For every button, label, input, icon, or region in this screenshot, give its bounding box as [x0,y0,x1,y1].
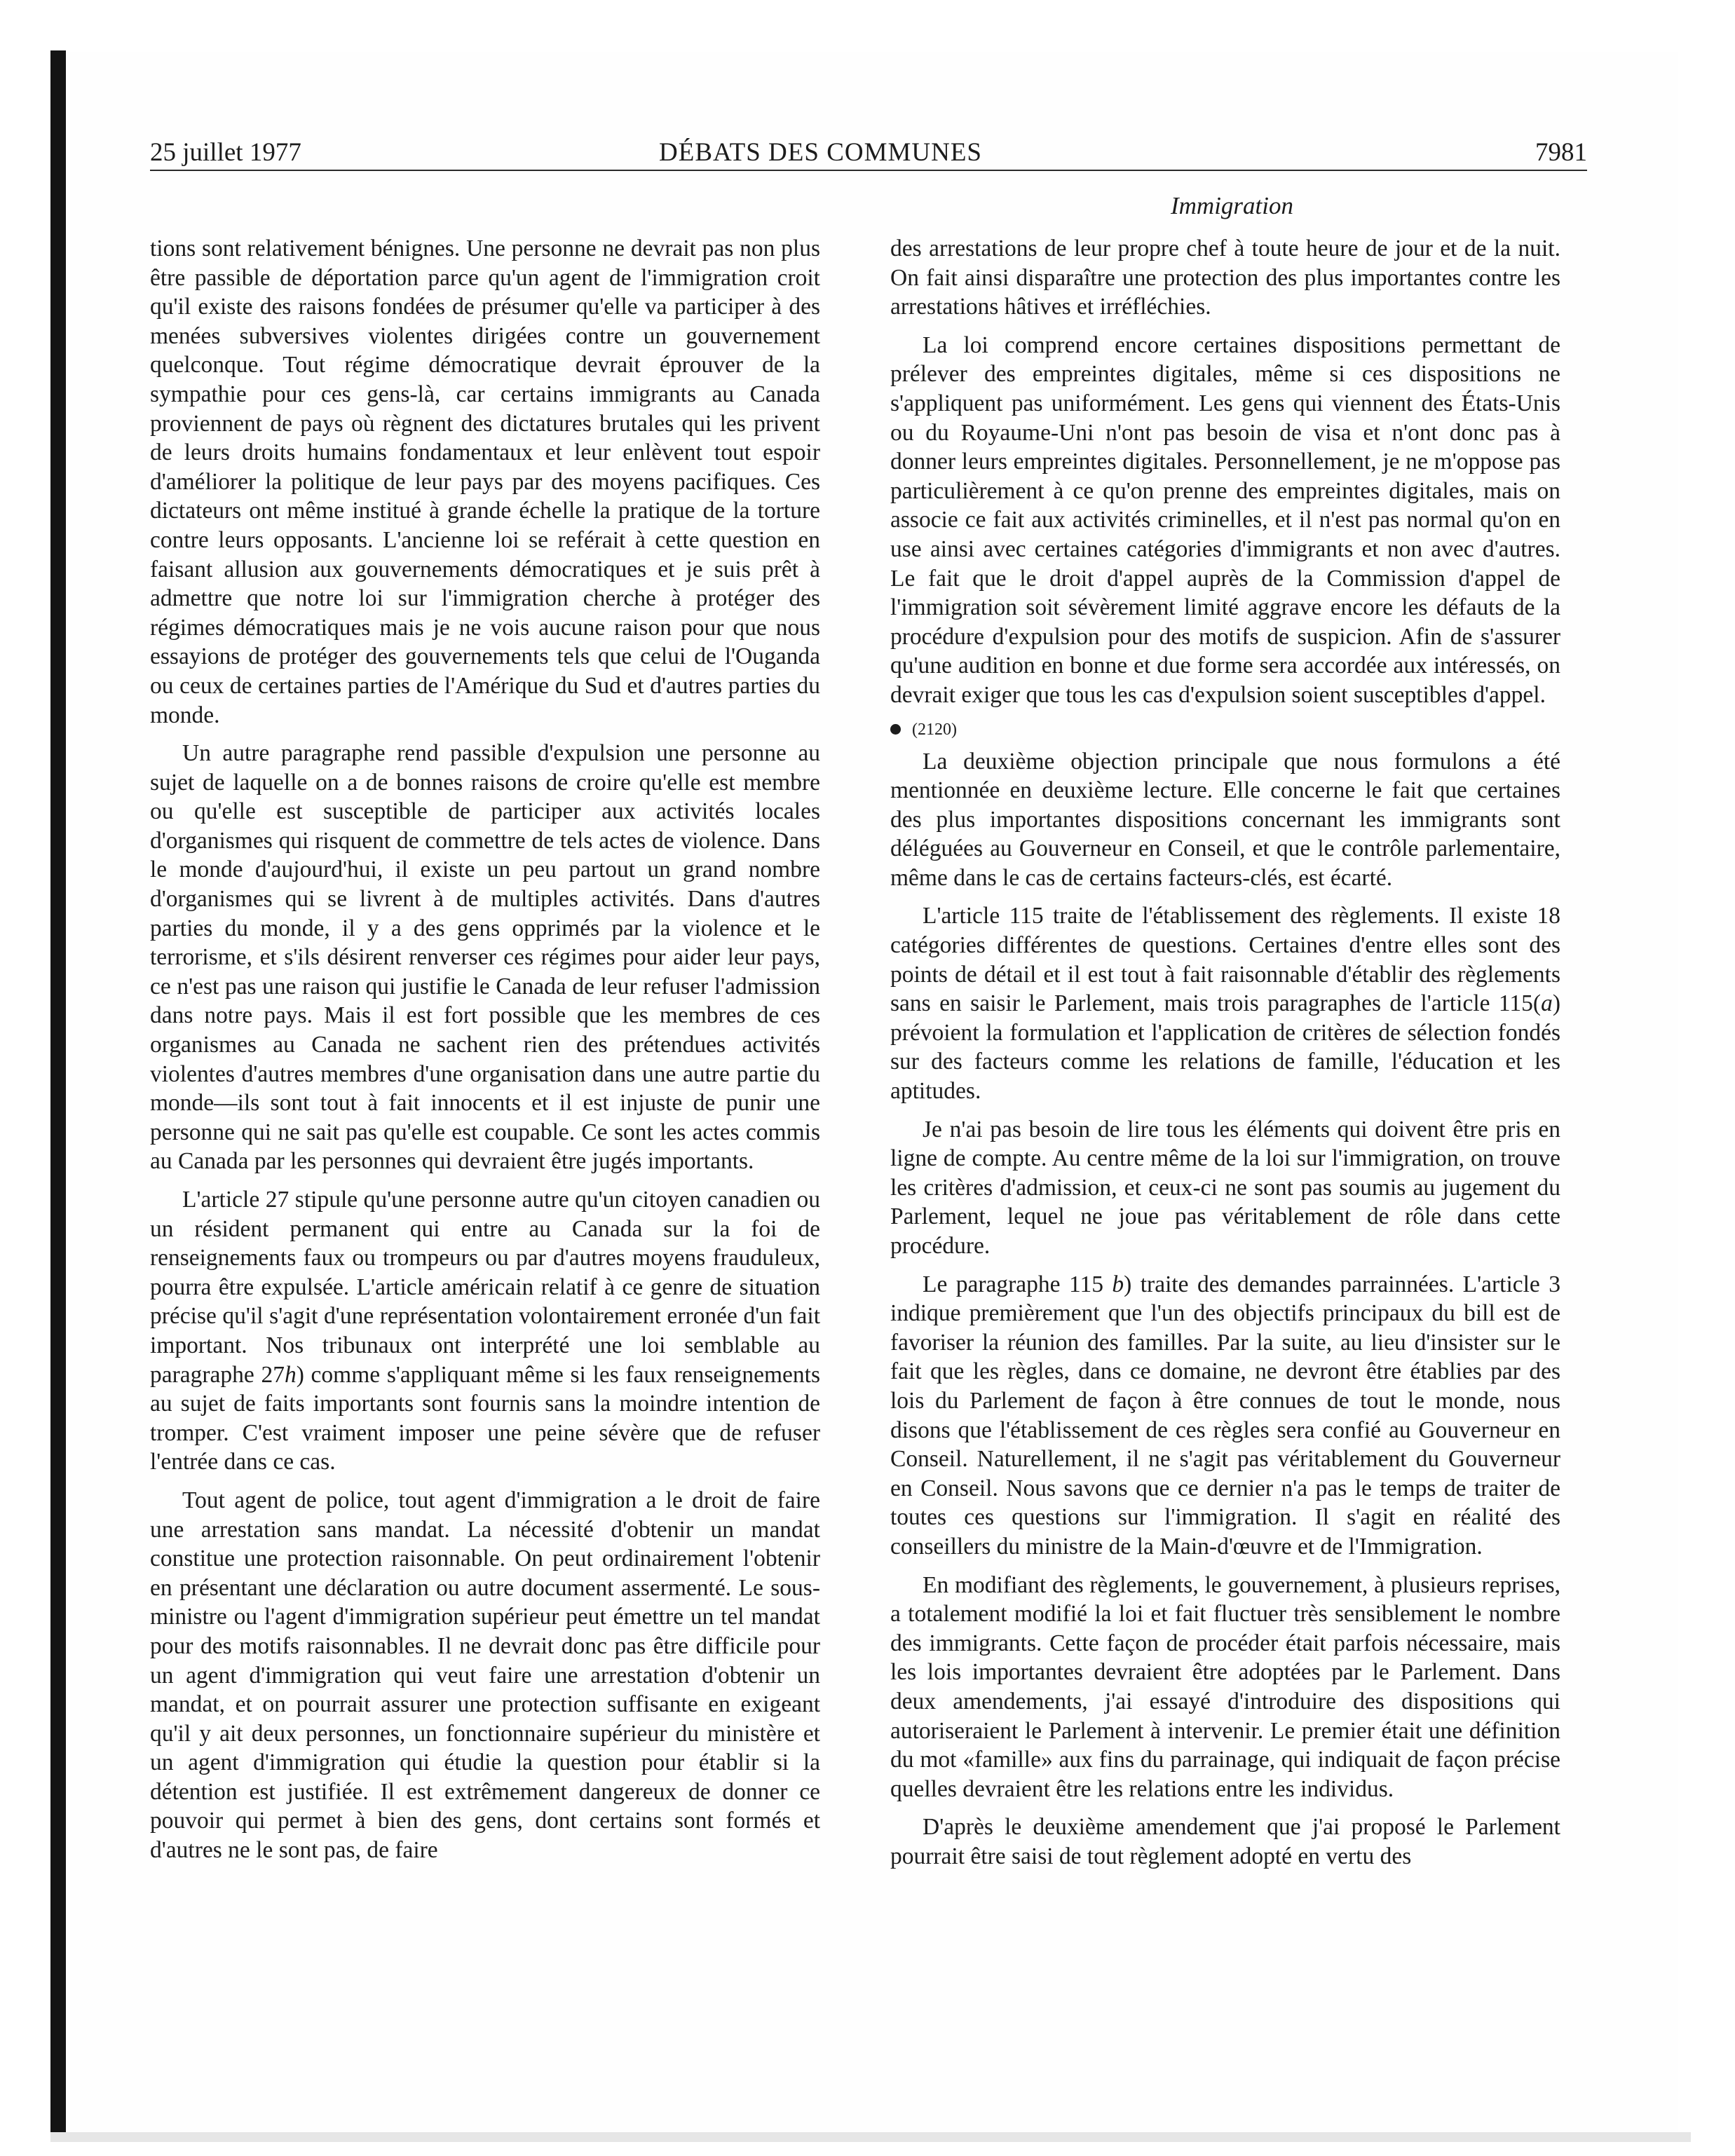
bullet-dot-icon [890,724,901,735]
right-column [890,234,1560,1880]
paragraph: La deuxième objection principale que nous formulons a été mentionnée en deuxième lecture. Elle concerne le fait que certaines des plus importantes dispositions concernant les immigrants sont déléguées au Gouverneur en Conseil, et que le contrôle parlementaire, même dans le cas de certains facteurs-clés, est écarté. [890,748,1560,891]
paragraph-text: Le paragraphe 115 [923,1271,1113,1297]
header-date: 25 juillet 1977 [150,138,301,167]
italic-letter: a [1541,990,1553,1017]
paragraph-text: ) prévoient la formulation et l'application de critères de sélection fondés sur des facteurs comme les relations de famille, l'éducation et les aptitudes. [890,990,1560,1105]
italic-letter: h [284,1361,297,1388]
time-marker-label: (2120) [912,720,957,739]
header-page-number: 7981 [1535,138,1587,167]
paragraph: Un autre paragraphe rend passible d'expulsion une personne au sujet de laquelle on a de bonnes raisons de croire qu'elle est membre ou qu'elle est susceptible de participer aux activités locales d'organismes qui risquent de commettre de tels actes de violence. Dans le monde d'aujourd'hui, il existe un peu partout un grand nombre d'organismes qui se livrent à de multiples activités. Dans d'autres parties du monde, il y a des gens opprimés par la violence et le terrorisme, et s'ils désirent renverser ces régimes pour aider leur pays, ce n'est pas une raison qui justifie le Canada de leur refuser l'admission dans notre pays. Mais il est fort possible que les membres de ces organismes au Canada ne sachent rien des prétendues activités violentes d'autres membres d'une organisation dans une autre partie du monde—ils sont tout à fait innocents et il est injuste de punir une personne qui ne sait pas qu'elle est coupable. Ce sont les actes commis au Canada par les personnes qui devraient être jugés importants. [150,740,820,1175]
paragraph: La loi comprend encore certaines dispositions permettant de prélever des empreintes digitales, même si ces dispositions ne s'appliquent pas uniformément. Les gens qui viennent des États-Unis ou du Royaume-Uni n'ont pas besoin de visa et n'ont donc pas à donner leurs empreintes digitales. Personnellement, je ne m'oppose pas particulièrement à ce qu'on prenne des empreintes digitales, mais on associe ce fait aux activités criminelles, et il n'est pas normal qu'on en use ainsi avec certaines catégories d'immigrants et non avec d'autres. Le fait que le droit d'appel auprès de la Commission d'appel de l'immigration soit sévèrement limité aggrave encore les défauts de la procédure d'expulsion pour des motifs de suspicion. Afin de s'assurer qu'une audition en bonne et due forme sera accordée aux intéressés, on devrait exiger que tous les cas d'expulsion soient susceptibles d'appel. [890,332,1560,708]
italic-letter: b [1112,1271,1124,1297]
paragraph [150,1185,820,1477]
paragraph [890,1270,1560,1562]
paragraph: Je n'ai pas besoin de lire tous les éléments qui doivent être pris en ligne de compte. Au centre même de la loi sur l'immigration, on trouve les critères d'admission, et ceux-ci ne sont pas soumis au jugement du Parlement, lequel ne joue pas véritablement de rôle dans cette procédure. [890,1116,1560,1259]
scan-bottom-edge [50,2132,1691,2142]
scan-edge [50,50,66,2142]
paragraph-text: ) comme s'appliquant même si les faux renseignements au sujet de faits importants sont fournis sans la moindre intention de tromper. C'est vraiment imposer une peine sévère que de refuser l'entrée dans ce cas. [150,1361,820,1475]
time-marker [890,719,1560,740]
paragraph-text: L'article 115 traite de l'établissement des règlements. Il existe 18 catégories différentes de questions. Certaines d'entre elles sont des points de détail et il est tout à fait raisonnable d'établir des règlements sans en saisir le Parlement, mais trois paragraphes de l'article 115( [890,903,1560,1017]
paragraph-text: ) traite des demandes parrainnées. L'article 3 indique premièrement que l'un des objectifs principaux du bill est de favoriser la réunion des familles. Par la suite, au lieu d'insister sur le fait que les règles, dans ce domaine, ne devront être établies par des lois du Parlement de façon à être connues de tout le monde, nous disons que l'établissement de ces règles sera confié au Gouverneur en Conseil. Naturellement, il ne s'agit pas véritablement du Gouverneur en Conseil. Nous savons que ce dernier n'a pas le temps de traiter de toutes ces questions sur l'immigration. Il s'agit en réalité des conseillers du ministre de la Main-d'œuvre et de l'Immigration. [890,1271,1560,1560]
paragraph: En modifiant des règlements, le gouvernement, à plusieurs reprises, a totalement modifié la loi et fait fluctuer très sensiblement le nombre des immigrants. Cette façon de procéder était parfois nécessaire, mais les lois importantes devraient être adoptées par le Parlement. Dans deux amendements, j'ai essayé d'introduire des dispositions qui autoriseraient le Parlement à intervenir. Le premier était une définition du mot «famille» aux fins du parrainage, qui indiquait de façon précise quelles devraient être les relations entre les individus. [890,1571,1560,1802]
section-title: Immigration [1171,192,1293,219]
paragraph: D'après le deuxième amendement que j'ai proposé le Parlement pourrait être saisi de tout règlement adopté en vertu des [890,1814,1560,1869]
paragraph: Tout agent de police, tout agent d'immigration a le droit de faire une arrestation sans mandat. La nécessité d'obtenir un mandat constitue une protection raisonnable. On peut ordinairement l'obtenir en présentant une déclaration ou autre document assermenté. Le sous-ministre ou l'agent d'immigration supérieur peut émettre un tel mandat pour des motifs raisonnables. Il ne devrait donc pas être difficile pour un agent d'immigration qui veut faire une arrestation d'obtenir un mandat, et on pourrait assurer une protection suffisante en exigeant qu'il y ait deux personnes, un fonctionnaire supérieur du ministère et un agent d'immigration qui étudie la question pour établir si la détention est justifiée. Il est extrêmement dangereux de donner ce pouvoir qui permet à bien des gens, dont certains sont formés et d'autres ne le sont pas, de faire [150,1487,820,1864]
header-title: DÉBATS DES COMMUNES [659,138,983,167]
paragraph: des arrestations de leur propre chef à toute heure de jour et de la nuit. On fait ainsi disparaître une protection des plus importantes contre les arrestations hâtives et irréfléchies. [890,236,1560,320]
paragraph [890,901,1560,1105]
header-rule [150,170,1587,171]
left-column [150,234,820,1874]
paragraph: tions sont relativement bénignes. Une personne ne devrait pas non plus être passible de déportation parce qu'un agent de l'immigration croit qu'il existe des raisons fondées de présumer qu'elle va participer à des menées subversives violentes dirigées contre un gouvernement quelconque. Tout régime démocratique devrait éprouver de la sympathie pour ces gens-là, car certains immigrants au Canada proviennent de pays où règnent des dictatures brutales qui les privent de leurs droits humains fondamentaux et leur enlèvent tout espoir d'améliorer la politique de leur pays par des moyens pacifiques. Ces dictateurs ont même institué à grande échelle la pratique de la torture contre leurs opposants. L'ancienne loi se reférait à cette question en faisant allusion aux gouvernements démocratiques et je suis prêt à admettre que notre loi sur l'immigration cherche à protéger des régimes démocratiques mais je ne vois aucune raison pour que nous essayions de protéger des gouvernements tels que celui de l'Ouganda ou ceux de certaines parties de l'Amérique du Sud et d'autres parties du monde. [150,236,820,728]
paragraph-text: L'article 27 stipule qu'une personne autre qu'un citoyen canadien ou un résident permanent qui entre au Canada sur la foi de renseignements faux ou trompeurs ou par d'autres moyens frauduleux, pourra être expulsée. L'article américain relatif à ce genre de situation précise qu'il s'agit d'une représentation volontairement erronée d'un fait important. Nos tribunaux ont interprété une loi semblable au paragraphe 27 [150,1187,820,1388]
